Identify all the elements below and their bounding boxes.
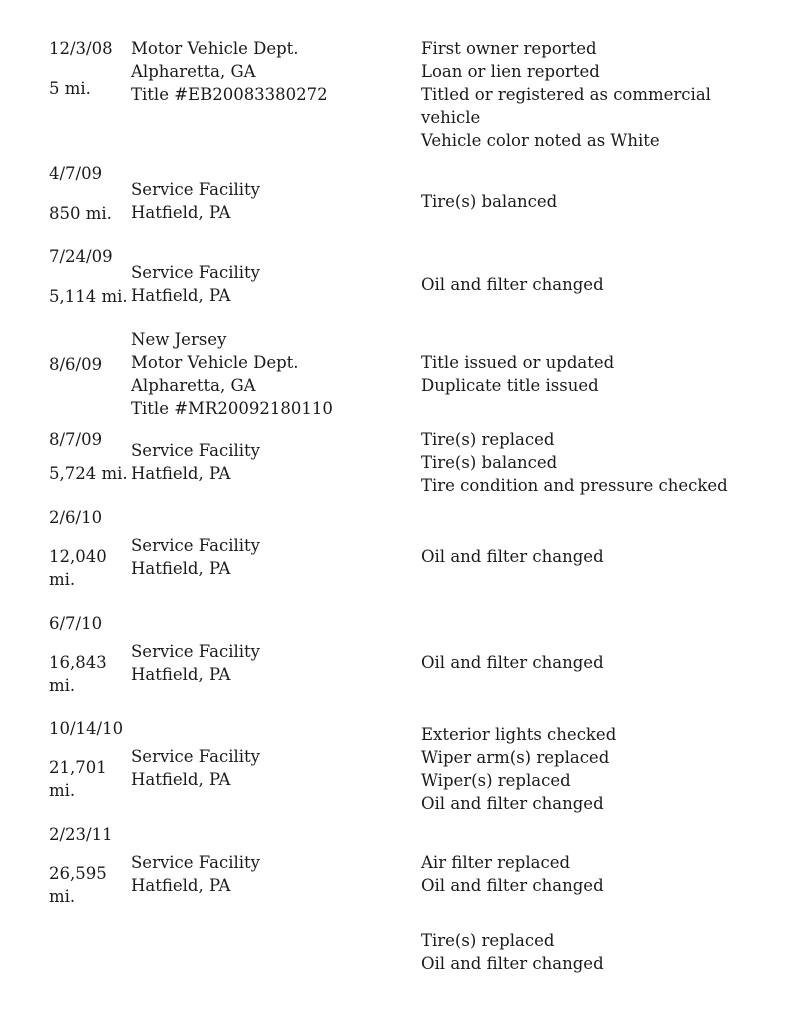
record-mileage: 5 mi. (49, 79, 91, 98)
detail-line: Tire(s) balanced (421, 453, 558, 472)
detail-line: Wiper arm(s) replaced (421, 748, 610, 767)
record-mileage: 21,701 (49, 758, 107, 777)
record-mileage-unit: mi. (49, 676, 76, 695)
record-mileage: 5,114 mi. (49, 287, 128, 306)
record-mileage: 16,843 (49, 653, 107, 672)
detail-line: Title issued or updated (421, 353, 615, 372)
detail-line: First owner reported (421, 39, 597, 58)
source-line: Service Facility (131, 747, 260, 766)
record-source (131, 534, 411, 580)
detail-line: Tire(s) replaced (421, 931, 555, 950)
record-source (131, 261, 411, 307)
record-date: 6/7/10 (49, 614, 103, 633)
record-date: 2/6/10 (49, 508, 103, 527)
record-mileage-unit: mi. (49, 570, 76, 589)
source-line: Hatfield, PA (131, 665, 231, 684)
source-line: Service Facility (131, 536, 260, 555)
record-details (421, 351, 781, 397)
record-source (131, 178, 411, 224)
record-date: 8/7/09 (49, 430, 103, 449)
source-line: Motor Vehicle Dept. (131, 39, 299, 58)
detail-line: Wiper(s) replaced (421, 771, 571, 790)
detail-line: Loan or lien reported (421, 62, 600, 81)
detail-line: Oil and filter changed (421, 653, 604, 672)
source-line: Service Facility (131, 180, 260, 199)
source-line: New Jersey (131, 330, 227, 349)
record-date: 7/24/09 (49, 247, 113, 266)
source-line: Service Facility (131, 441, 260, 460)
record-mileage-unit: mi. (49, 781, 76, 800)
source-line: Service Facility (131, 263, 260, 282)
source-line: Title #MR20092180110 (131, 399, 333, 418)
detail-line: Air filter replaced (421, 853, 571, 872)
source-line: Alpharetta, GA (131, 376, 256, 395)
record-mileage: 12,040 (49, 547, 107, 566)
record-date: 12/3/08 (49, 39, 113, 58)
source-line: Motor Vehicle Dept. (131, 353, 299, 372)
record-details (421, 651, 781, 674)
detail-line: Oil and filter changed (421, 275, 604, 294)
record-date-column (49, 353, 129, 376)
record-source (131, 439, 411, 485)
source-line: Hatfield, PA (131, 770, 231, 789)
source-line: Hatfield, PA (131, 559, 231, 578)
source-line: Hatfield, PA (131, 203, 231, 222)
record-details (421, 428, 781, 497)
record-source (131, 37, 411, 106)
detail-line: Tire condition and pressure checked (421, 476, 728, 495)
record-details (421, 929, 781, 975)
record-date: 8/6/09 (49, 355, 103, 374)
record-source (131, 745, 411, 791)
source-line: Alpharetta, GA (131, 62, 256, 81)
detail-line: Oil and filter changed (421, 794, 604, 813)
record-mileage: 850 mi. (49, 204, 112, 223)
record-mileage: 26,595 (49, 864, 107, 883)
record-details (421, 273, 781, 296)
source-line: Title #EB20083380272 (131, 85, 328, 104)
record-details (421, 545, 781, 568)
record-mileage-unit: mi. (49, 887, 76, 906)
record-date: 10/14/10 (49, 719, 124, 738)
source-line: Hatfield, PA (131, 286, 231, 305)
detail-line: Vehicle color noted as White (421, 131, 660, 150)
record-date: 4/7/09 (49, 164, 103, 183)
record-source (131, 328, 411, 420)
detail-line: vehicle (421, 108, 481, 127)
detail-line: Oil and filter changed (421, 876, 604, 895)
record-details (421, 37, 781, 152)
detail-line: Tire(s) balanced (421, 192, 558, 211)
record-source (131, 640, 411, 686)
detail-line: Tire(s) replaced (421, 430, 555, 449)
detail-line: Duplicate title issued (421, 376, 599, 395)
source-line: Hatfield, PA (131, 464, 231, 483)
detail-line: Titled or registered as commercial (421, 85, 711, 104)
record-details (421, 723, 781, 815)
record-mileage: 5,724 mi. (49, 464, 128, 483)
source-line: Hatfield, PA (131, 876, 231, 895)
source-line: Service Facility (131, 853, 260, 872)
record-details (421, 190, 781, 213)
detail-line: Oil and filter changed (421, 954, 604, 973)
record-source (131, 851, 411, 897)
record-date: 2/23/11 (49, 825, 113, 844)
detail-line: Exterior lights checked (421, 725, 617, 744)
source-line: Service Facility (131, 642, 260, 661)
detail-line: Oil and filter changed (421, 547, 604, 566)
record-details (421, 851, 781, 897)
